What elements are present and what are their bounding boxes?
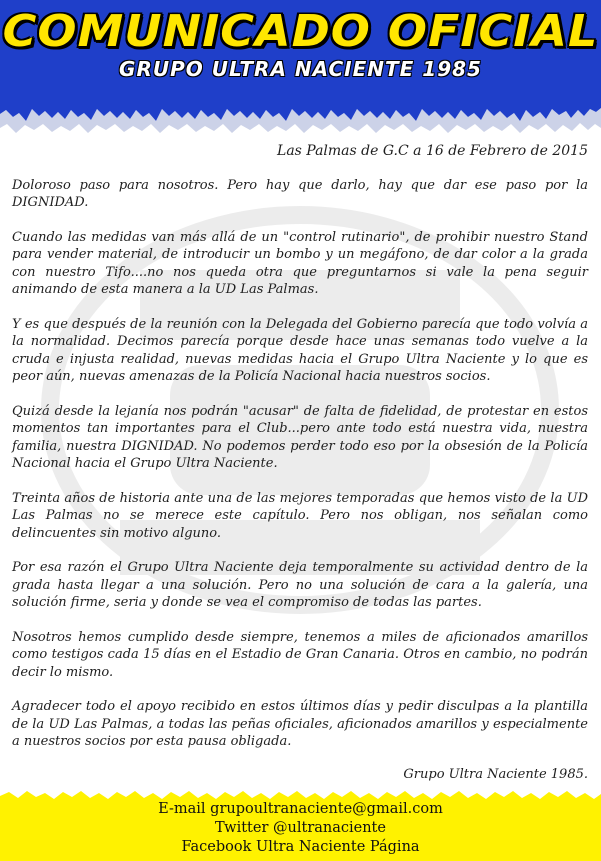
paragraph: Doloroso paso para nosotros. Pero hay que darlo, hay que dar ese paso por la DIGNIDAD. bbox=[12, 177, 588, 210]
signature: Grupo Ultra Naciente 1985. bbox=[403, 766, 588, 782]
footer-facebook: Facebook Ultra Naciente Página bbox=[181, 839, 420, 855]
page-subtitle: GRUPO ULTRA NACIENTE 1985 bbox=[119, 57, 482, 81]
paragraph: Cuando las medidas van más allá de un "control rutinario", de prohibir nuestro Stand para vender material, de introducir un bombo y un megáfono, de dar color a la grada con nuestro Tifo....no nos queda otra que preguntarnos si vale la pena seguir animando de esta manera a la UD Las Palmas. bbox=[12, 229, 588, 297]
paragraph: Treinta años de historia ante una de las mejores temporadas que hemos visto de la UD Las Palmas no se merece este capítulo. Pero nos obligan, nos señalan como delincuentes sin motivo alguno. bbox=[12, 490, 588, 541]
document-date: Las Palmas de G.C a 16 de Febrero de 2015 bbox=[277, 143, 588, 159]
paragraph: Quizá desde la lejanía nos podrán "acusar" de falta de fidelidad, de protestar en estos momentos tan importantes para el Club...pero ante todo está nuestra vida, nuestra familia, nuestra DIGNIDAD. No podemos perder todo eso por la obsesión de la Policía Nacional hacia el Grupo Ultra Naciente. bbox=[12, 403, 588, 471]
header-banner bbox=[0, 0, 601, 140]
footer-email: E-mail grupoultranaciente@gmail.com bbox=[158, 801, 443, 817]
paragraph: Agradecer todo el apoyo recibido en estos últimos días y pedir disculpas a la plantilla de la UD Las Palmas, a todas las peñas oficiales, aficionados amarillos y especialmente a nuestros socios por esta pausa obligada. bbox=[12, 699, 588, 749]
paragraph: Nosotros hemos cumplido desde siempre, tenemos a miles de aficionados amarillos como testigos cada 15 días en el Estadio de Gran Canaria. Otros en cambio, no podrán decir lo mismo. bbox=[12, 629, 588, 680]
footer-contact-banner bbox=[0, 788, 601, 861]
paragraph: Por esa razón el Grupo Ultra Naciente deja temporalmente su actividad dentro de la grada hasta llegar a una solución. Pero no una solución de cara a la galería, una solución firme, seria y donde se vea el compromiso de todas las partes. bbox=[12, 560, 588, 610]
footer-twitter: Twitter @ultranaciente bbox=[215, 820, 386, 836]
paragraph: Y es que después de la reunión con la Delegada del Gobierno parecía que todo volvía a la normalidad. Decimos parecía porque desde hace unas semanas todo vuelve a la cruda e injusta realidad, nuevas medidas hacia el Grupo Ultra Naciente y lo que es peor aún, nuevas amenazas de la Policía Nacional hacia nuestros socios. bbox=[12, 316, 588, 384]
page-title: COMUNICADO OFICIAL bbox=[2, 5, 599, 57]
document-body bbox=[12, 143, 588, 783]
